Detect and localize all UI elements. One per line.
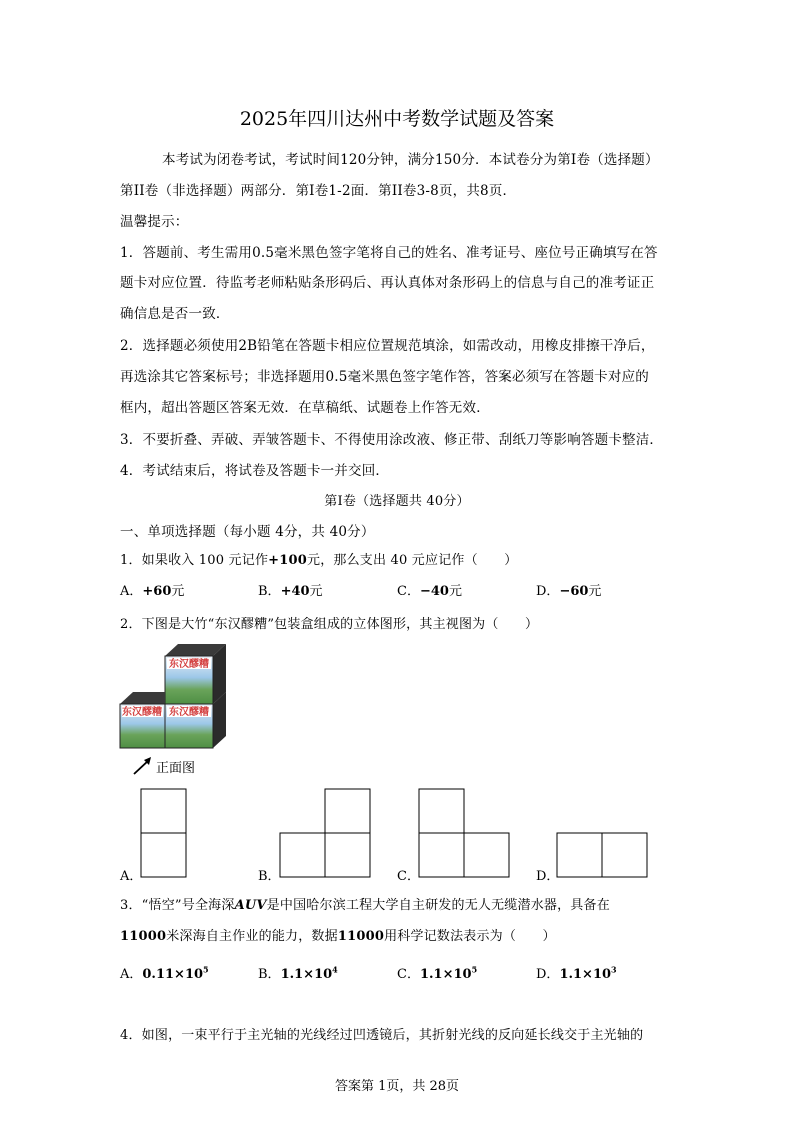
tip-1-line-b: 题卡对应位置．待监考老师粘贴条形码后、再认真体对条形码上的信息与自己的准考证正 bbox=[120, 275, 655, 291]
q3-option-d: D．$1.1\times 10^3$ bbox=[536, 964, 617, 982]
q2-option-b-letter: B． bbox=[258, 869, 281, 884]
tip-1-line-a: 1．答题前、考生需用0.5毫米黑色签字笔将自己的姓名、准考证号、座位号正确填写在答 bbox=[120, 245, 658, 261]
tip-4: 4．考试结束后，将试卷及答题卡一并交回． bbox=[120, 463, 390, 479]
question-3-line-2: 11000米深海自主作业的能力，数据11000用科学记数法表示为（ ） bbox=[120, 929, 556, 944]
q3-option-b: B．$1.1\times 10^4$ bbox=[258, 964, 338, 982]
arrow-icon bbox=[132, 756, 154, 776]
box-label-top: 东汉醪糟 bbox=[169, 659, 209, 670]
part-1-heading: 第Ⅰ卷（选择题共 40分） bbox=[324, 494, 470, 509]
q2-option-a-letter: A． bbox=[120, 869, 143, 884]
question-1 bbox=[120, 549, 517, 568]
q2-option-c-figure bbox=[418, 788, 512, 880]
page-footer: 答案第 1页，共 28页 bbox=[334, 1079, 460, 1094]
q1-math: +100 bbox=[268, 553, 307, 568]
q2-option-a-figure bbox=[140, 788, 188, 880]
q3-option-a: A．$0.11\times 10^5$ bbox=[120, 964, 209, 982]
tip-1-line-c: 确信息是否一致． bbox=[120, 306, 230, 322]
tip-3: 3．不要折叠、弄破、弄皱答题卡、不得使用涂改液、修正带、刮纸刀等影响答题卡整洁． bbox=[120, 432, 664, 448]
q1-text-b: 元，那么支出 40 元应记作（ ） bbox=[307, 553, 518, 568]
intro-line-1: 本考试为闭卷考试，考试时间120分钟，满分150分．本试卷分为第Ⅰ卷（选择题） bbox=[162, 152, 659, 168]
q1-option-d: D．−60元 bbox=[536, 584, 602, 599]
q2-option-d-letter: D． bbox=[536, 869, 560, 884]
tip-2-line-c: 框内，超出答题区答案无效．在草稿纸、试题卷上作答无效． bbox=[120, 400, 490, 416]
tip-2-line-a: 2．选择题必须使用2B铅笔在答题卡相应位置规范填涂，如需改动，用橡皮排擦干净后， bbox=[120, 338, 655, 354]
section-1-heading: 一、单项选择题（每小题 4分，共 40分） bbox=[120, 524, 375, 540]
box-label-left: 东汉醪糟 bbox=[122, 707, 162, 718]
q2-option-d-figure bbox=[556, 832, 650, 880]
q1-option-b: B．+40元 bbox=[258, 584, 323, 599]
front-view-label: 正面图 bbox=[156, 761, 196, 776]
q1-option-c: C．−40元 bbox=[397, 584, 462, 599]
box-stack-figure bbox=[118, 642, 230, 750]
q1-text-a: 1．如果收入 100 元记作 bbox=[120, 553, 269, 568]
q2-option-b-figure bbox=[279, 788, 373, 880]
q1-option-a: A．+60元 bbox=[120, 584, 185, 599]
tips-heading: 温馨提示： bbox=[120, 214, 189, 230]
question-2: 2．下图是大竹“东汉醪糟”包装盒组成的立体图形，其主视图为（ ） bbox=[120, 617, 539, 632]
question-4: 4．如图，一束平行于主光轴的光线经过凹透镜后，其折射光线的反向延长线交于主光轴的 bbox=[120, 1028, 644, 1043]
box-label-right: 东汉醪糟 bbox=[169, 707, 209, 718]
question-3-line-1: 3．“悟空”号全海深AUV是中国哈尔滨工程大学自主研发的无人无缆潜水器，具备在 bbox=[120, 898, 610, 913]
page-title: 2025年四川达州中考数学试题及答案 bbox=[239, 108, 555, 130]
intro-line-2: 第II卷（非选择题）两部分．第Ⅰ卷1-2面．第II卷3-8页，共8页． bbox=[120, 183, 517, 199]
q3-option-c: C．$1.1\times 10^5$ bbox=[397, 964, 478, 982]
tip-2-line-b: 再选涂其它答案标号；非选择题用0.5毫米黑色签字笔作答，答案必须写在答题卡对应的 bbox=[120, 369, 649, 385]
q2-option-c-letter: C． bbox=[397, 869, 420, 884]
